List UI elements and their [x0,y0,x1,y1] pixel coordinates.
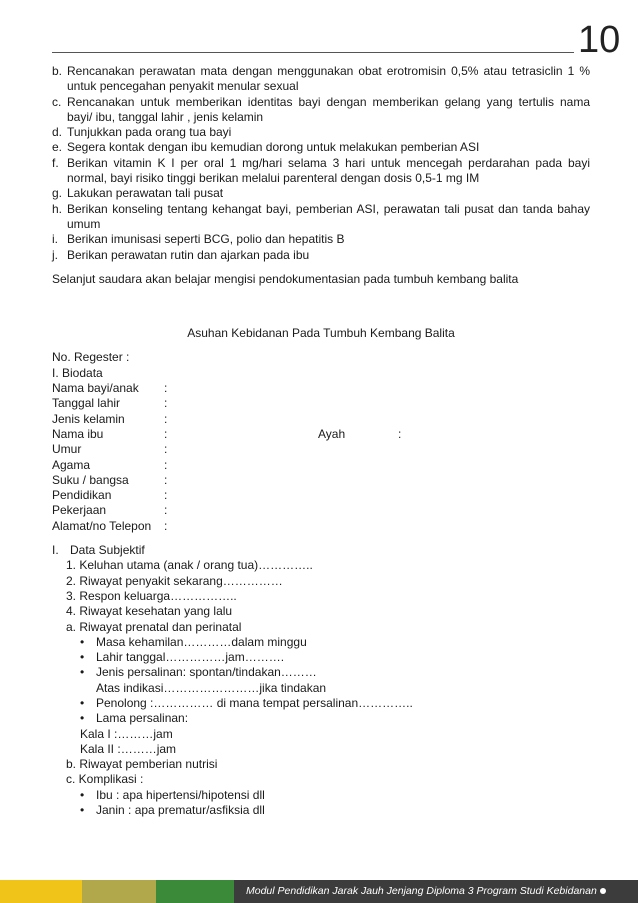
footer-bar [0,880,638,903]
field-label-ayah: Ayah [318,426,346,441]
bullet-icon: • [80,650,85,665]
field-jenis-kelamin [52,412,590,427]
list-text: Tunjukkan pada orang tua bayi [67,125,232,140]
line-prenatal: a. Riwayat prenatal dan perinatal [66,619,242,634]
field-nama-bayi [52,381,590,396]
page-content [52,64,590,818]
list-item [52,64,590,95]
bullet-text: Ibu : apa hipertensi/hipotensi dll [96,787,265,802]
section-marker: I. [52,543,59,558]
section-title: Data Subjektif [70,543,145,558]
bullet-ibu [52,788,590,803]
list-marker: i. [52,232,58,247]
bullet-icon: • [80,665,85,680]
register-number: No. Regester : [52,350,130,365]
field-label: Alamat/no Telepon [52,518,152,533]
list-marker: d. [52,125,63,140]
bullet-penolong [52,696,590,711]
bullet-dot-icon [600,888,606,894]
line-atas-indikasi: Atas indikasi……………………jika tindakan [96,680,327,695]
field-label: Suku / bangsa [52,472,129,487]
biodata-heading: I. Biodata [52,365,103,380]
field-colon: : [164,411,168,426]
list-text: Berikan imunisasi seperti BCG, polio dan hepatitis B [67,232,345,247]
field-colon: : [164,503,168,518]
line-nutrisi: b. Riwayat pemberian nutrisi [66,757,218,772]
line-respon: 3. Respon keluarga…………….. [66,588,237,603]
bullet-masa-kehamilan [52,635,590,650]
list-item [52,232,590,247]
field-label: Pendidikan [52,488,112,503]
line-kala2: Kala II :………jam [80,741,177,756]
line-kala1: Kala I :………jam [80,726,173,741]
footer-text: Modul Pendidikan Jarak Jauh Jenjang Diploma 3 Program Studi Kebidanan [246,885,597,897]
field-colon: : [164,488,168,503]
spacer [52,263,590,272]
bullet-icon: • [80,787,85,802]
field-colon: : [164,381,168,396]
field-label: Umur [52,442,82,457]
transition-paragraph: Selanjut saudara akan belajar mengisi pendokumentasian pada tumbuh kembang balita [52,271,519,286]
list-marker: c. [52,94,62,109]
bullet-janin [52,803,590,818]
bullet-jenis-persalinan [52,665,590,680]
list-item [52,125,590,140]
subjective-heading [52,543,590,558]
list-marker: f. [52,155,59,170]
footer-band-green [156,880,234,903]
field-nama-ibu [52,427,590,442]
list-marker: h. [52,201,63,216]
bullet-text: Penolong :…………… di mana tempat persalinan………….. [96,695,413,710]
field-colon: : [164,442,168,457]
form-title: Asuhan Kebidanan Pada Tumbuh Kembang Balita [187,326,455,341]
field-pendidikan [52,488,590,503]
footer-band-olive [82,880,156,903]
field-agama [52,458,590,473]
list-item [52,140,590,155]
field-colon: : [164,518,168,533]
list-item [52,95,590,126]
list-item [52,202,590,233]
spacer [52,534,590,543]
list-text: Lakukan perawatan tali pusat [67,186,224,201]
bullet-icon: • [80,695,85,710]
bullet-icon: • [80,803,85,818]
list-item [52,248,590,263]
list-marker: j. [52,247,58,262]
field-tanggal-lahir [52,396,590,411]
field-label: Nama ibu [52,426,104,441]
bullet-text: Lahir tanggal……………jam………. [96,650,285,665]
field-label: Agama [52,457,91,472]
list-item [52,186,590,201]
field-label: Nama bayi/anak [52,381,139,396]
bullet-lama-persalinan [52,711,590,726]
line-komplikasi: c. Komplikasi : [66,772,144,787]
field-label: Pekerjaan [52,503,107,518]
field-alamat [52,519,590,534]
spacer [52,287,590,326]
field-label: Jenis kelamin [52,411,125,426]
list-marker: e. [52,140,63,155]
field-colon: : [164,426,168,441]
list-text: Segera kontak dengan ibu kemudian dorong untuk melakukan pemberian ASI [67,140,480,155]
field-colon: : [164,472,168,487]
list-text: Rencanakan untuk memberikan identitas bayi dengan memberikan gelang yang tertulis nama bayi/ ibu, tanggal lahir , jenis kelamin [67,94,590,124]
field-colon: : [398,426,402,441]
list-marker: g. [52,186,63,201]
field-umur [52,442,590,457]
field-suku [52,473,590,488]
line-riwayat-penyakit: 2. Riwayat penyakit sekarang…………… [66,573,283,588]
bullet-icon: • [80,711,85,726]
bullet-text: Masa kehamilan…………dalam minggu [96,634,307,649]
list-item [52,156,590,187]
list-text: Berikan vitamin K I per oral 1 mg/hari selama 3 hari untuk mencegah perdarahan pada bayi normal, bayi risiko tinggi berikan melalui parenteral dengan dosis 0,5-1 mg IM [67,155,590,186]
field-pekerjaan [52,503,590,518]
header-rule [52,52,574,53]
line-riwayat-kesehatan: 4. Riwayat kesehatan yang lalu [66,604,233,619]
bullet-text: Lama persalinan: [96,711,189,726]
page-number: 10 [578,19,621,61]
list-text: Berikan konseling tentang kehangat bayi, pemberian ASI, perawatan tali pusat dan tanda bahay umum [67,201,590,231]
field-colon: : [164,396,168,411]
line-keluhan: 1. Keluhan utama (anak / orang tua)………….. [66,558,313,573]
bullet-lahir-tanggal [52,650,590,665]
list-marker: b. [52,64,63,78]
field-colon: : [164,457,168,472]
spacer [52,341,590,350]
bullet-text: Janin : apa prematur/asfiksia dll [96,803,265,818]
footer-band-yellow [0,880,82,903]
list-text: Rencanakan perawatan mata dengan menggunakan obat erotromisin 0,5% atau tetrasiclin 1 % untuk pencegahan penyakit menular sexual [67,64,590,94]
bullet-text: Jenis persalinan: spontan/tindakan……… [96,665,317,680]
bullet-icon: • [80,634,85,649]
field-label: Tanggal lahir [52,396,121,411]
list-text: Berikan perawatan rutin dan ajarkan pada ibu [67,247,310,262]
